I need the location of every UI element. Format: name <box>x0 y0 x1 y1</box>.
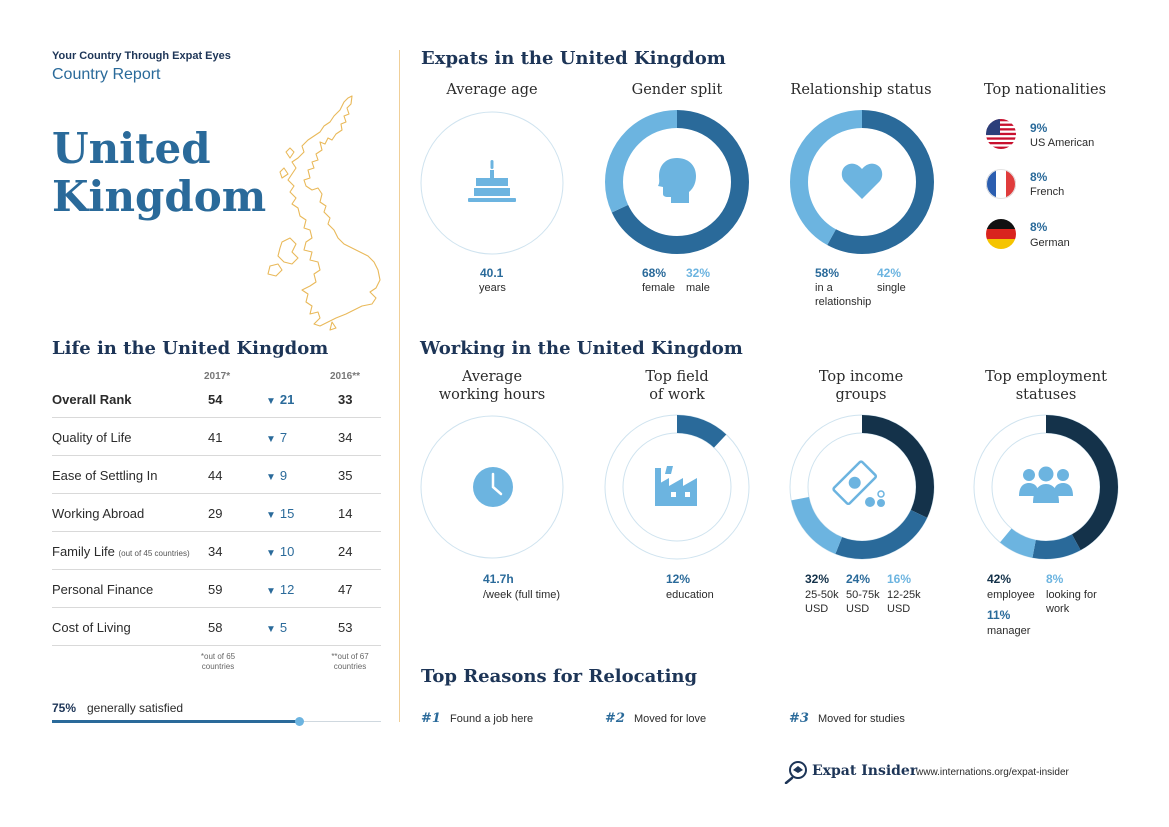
ranking-label: Quality of Life <box>52 430 132 445</box>
ranking-2016-value: 53 <box>338 620 353 635</box>
reasons-section-title: Top Reasons for Relocating <box>421 666 698 687</box>
germany-flag-icon <box>986 219 1016 249</box>
down-arrow-icon: ▼ <box>266 624 276 635</box>
uk-map-illustration <box>262 92 386 332</box>
ranking-change <box>266 468 287 483</box>
ranking-2017-value: 59 <box>208 582 223 597</box>
nationality-2-value: 8% <box>1030 170 1048 184</box>
ranking-label: Personal Finance <box>52 582 154 597</box>
income-2-label-line2: USD <box>846 603 870 615</box>
ranking-note: (out of 45 countries) <box>118 549 190 558</box>
avg-age-title: Average age <box>446 82 538 98</box>
income-3-label-line1: 12-25k <box>887 589 921 601</box>
satisfaction-bar-fill <box>52 720 299 723</box>
gender-male-value: 32% <box>686 266 711 280</box>
ranking-2016-value: 24 <box>338 544 353 559</box>
ranking-change-value: 7 <box>279 430 288 445</box>
country-title-line2: Kingdom <box>52 172 267 221</box>
column-divider <box>399 50 400 722</box>
down-arrow-icon: ▼ <box>266 396 276 407</box>
employment-title-line1: Top employment <box>985 369 1107 385</box>
reason-3-label: Moved for studies <box>818 713 905 725</box>
nationality-2-label: French <box>1030 186 1065 198</box>
footer-brand: Expat Insider <box>812 763 918 779</box>
ranking-2017-value: 54 <box>208 392 223 407</box>
ranking-row <box>52 494 381 532</box>
heart-icon <box>841 162 883 200</box>
income-3-value: 16% <box>887 572 912 586</box>
employment-1-label: employee <box>987 589 1035 601</box>
avg-age-value: 40.1 <box>480 266 504 280</box>
nationality-1-value: 9% <box>1030 121 1048 135</box>
relationship-rel-label: in a relationship <box>815 282 872 308</box>
ranking-2016-value: 14 <box>338 506 353 521</box>
ranking-2016-value: 33 <box>338 392 353 407</box>
income-3-label-line2: USD <box>887 603 911 615</box>
ranking-change-value: 15 <box>279 506 295 521</box>
france-flag-icon <box>986 169 1016 199</box>
ranking-change-value: 5 <box>279 620 288 635</box>
col-header-2016: 2016** <box>330 371 361 382</box>
ranking-2016-value: 35 <box>338 468 353 483</box>
hours-unit: /week (full time) <box>483 589 561 601</box>
down-arrow-icon: ▼ <box>266 548 276 559</box>
ranking-label: Working Abroad <box>52 506 145 521</box>
clock-icon <box>472 466 514 508</box>
employment-2-value: 11% <box>987 608 1011 622</box>
ranking-label: Ease of Settling In <box>52 468 158 483</box>
income-2-label-line1: 50-75k <box>846 589 880 601</box>
ranking-change <box>266 544 294 559</box>
income-1-label-line2: USD <box>805 603 829 615</box>
expat-insider-logo-icon <box>784 760 810 784</box>
ranking-change-value: 21 <box>279 392 295 407</box>
field-label: education <box>666 589 714 601</box>
income-2-value: 24% <box>846 572 871 586</box>
satisfaction-value: 75% <box>52 701 77 715</box>
head-silhouette-icon <box>657 156 697 204</box>
ranking-row <box>52 532 381 570</box>
gender-female-value: 68% <box>642 266 667 280</box>
relationship-rel-value: 58% <box>815 266 840 280</box>
col-header-2017: 2017* <box>204 371 231 382</box>
ranking-change <box>266 506 294 521</box>
satisfaction-bar-knob <box>295 717 304 726</box>
relationship-single-label: single <box>877 282 906 294</box>
reason-1-label: Found a job here <box>450 713 534 725</box>
income-title-line2: groups <box>835 387 887 403</box>
nationalities-title: Top nationalities <box>983 82 1107 98</box>
gender-title: Gender split <box>631 82 723 98</box>
nationality-3-label: German <box>1030 237 1070 249</box>
ranking-2017-value: 34 <box>208 544 223 559</box>
income-1-value: 32% <box>805 572 830 586</box>
ranking-2017-value: 29 <box>208 506 223 521</box>
report-tagline: Your Country Through Expat Eyes <box>52 50 231 62</box>
field-title-line1: Top field <box>645 369 709 385</box>
ranking-row <box>52 608 381 646</box>
employment-title-line2: statuses <box>1015 387 1077 403</box>
nationality-3-value: 8% <box>1030 220 1048 234</box>
ranking-change-value: 9 <box>279 468 288 483</box>
ranking-2017-value: 44 <box>208 468 223 483</box>
employment-3-label-line1: looking for <box>1046 589 1097 601</box>
report-subtitle: Country Report <box>52 66 161 83</box>
footnote-2017: *out of 65 countries <box>200 652 236 671</box>
reason-2-rank: #2 <box>605 711 625 726</box>
footer-url[interactable]: www.internations.org/expat-insider <box>916 767 1069 778</box>
expats-section-title: Expats in the United Kingdom <box>421 48 726 69</box>
footnote-2016: **out of 67 countries <box>331 652 369 671</box>
gender-male-label: male <box>686 282 710 294</box>
ranking-change <box>266 620 287 635</box>
field-title-line2: of work <box>649 387 705 403</box>
hours-title-line1: Average <box>461 369 523 385</box>
avg-age-unit: years <box>479 282 506 294</box>
hours-title-line2: working hours <box>438 387 546 403</box>
ranking-label: Overall Rank <box>52 392 132 407</box>
gender-female-label: female <box>642 282 676 294</box>
people-group-icon <box>1018 466 1074 504</box>
hours-value: 41.7h <box>483 572 514 586</box>
life-section-title: Life in the United Kingdom <box>52 338 329 359</box>
relationship-title: Relationship status <box>790 82 932 98</box>
working-section-title: Working in the United Kingdom <box>420 338 743 359</box>
ranking-change <box>266 392 294 407</box>
income-1-label-line1: 25-50k <box>805 589 839 601</box>
down-arrow-icon: ▼ <box>266 510 276 521</box>
employment-3-label-line2: work <box>1046 603 1070 615</box>
factory-icon <box>653 462 703 506</box>
us-flag-icon <box>986 119 1016 149</box>
employment-3-value: 8% <box>1046 572 1064 586</box>
ranking-row <box>52 418 381 456</box>
reason-1-rank: #1 <box>421 711 441 726</box>
relationship-single-value: 42% <box>877 266 902 280</box>
ranking-2017-value: 41 <box>208 430 223 445</box>
satisfaction-label: generally satisfied <box>87 701 184 715</box>
down-arrow-icon: ▼ <box>266 472 276 483</box>
ranking-label: Cost of Living <box>52 620 131 635</box>
ranking-row <box>52 570 381 608</box>
income-title-line1: Top income <box>818 369 904 385</box>
ranking-row <box>52 380 381 418</box>
employment-1-value: 42% <box>987 572 1012 586</box>
birthday-cake-icon <box>466 160 518 206</box>
ranking-label: Family Life <box>52 544 115 559</box>
money-icon <box>832 460 890 512</box>
reason-2-label: Moved for love <box>634 713 707 725</box>
employment-2-label: manager <box>987 625 1031 637</box>
down-arrow-icon: ▼ <box>266 434 276 445</box>
ranking-2016-value: 47 <box>338 582 353 597</box>
field-value: 12% <box>666 572 691 586</box>
country-title-line1: United <box>52 124 211 173</box>
ranking-change-value: 10 <box>279 544 295 559</box>
nationality-1-label: US American <box>1030 137 1095 149</box>
reason-3-rank: #3 <box>789 711 809 726</box>
ranking-row <box>52 456 381 494</box>
down-arrow-icon: ▼ <box>266 586 276 597</box>
ranking-change-value: 12 <box>279 582 295 597</box>
ranking-2016-value: 34 <box>338 430 353 445</box>
ranking-change <box>266 582 294 597</box>
ranking-change <box>266 430 287 445</box>
ranking-2017-value: 58 <box>208 620 223 635</box>
